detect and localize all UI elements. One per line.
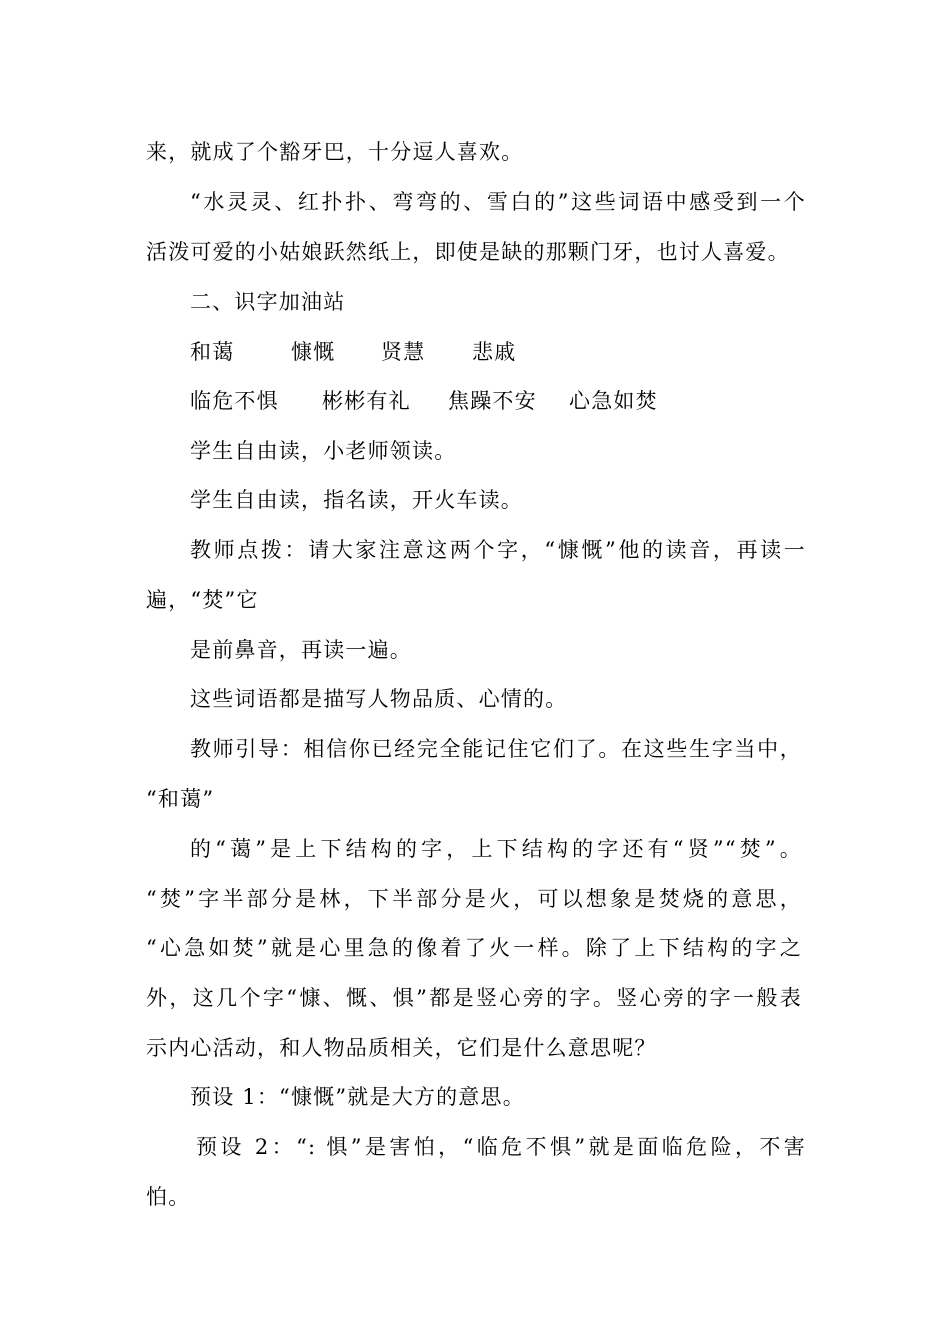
vocab-word: 慷慨: [291, 340, 336, 364]
vocab-word: 彬彬有礼: [322, 389, 411, 413]
vocabulary-row-1: [190, 337, 860, 367]
paragraph-line: 来，就成了个豁牙巴，十分逗人喜欢。: [146, 140, 524, 164]
paragraph-line: 教师引导：相信你已经完全能记住它们了。在这些生字当中，: [190, 737, 802, 761]
paragraph-line: “和蔼”: [146, 787, 215, 811]
paragraph-line: 预设 2：“: 惧”是害怕，“临危不惧”就是面临危险，不害: [196, 1135, 806, 1159]
paragraph-line: 学生自由读，小老师领读。: [190, 439, 457, 463]
paragraph-line: 学生自由读，指名读，开火车读。: [190, 488, 523, 512]
paragraph-line: 教师点拨：请大家注意这两个字，“慷慨”他的读音，再读一: [190, 538, 806, 562]
paragraph-line: 的“蔼”是上下结构的字，上下结构的字还有“贤”“焚”。: [190, 837, 802, 861]
paragraph-line: 活泼可爱的小姑娘跃然纸上，即使是缺的那颗门牙，也讨人喜爱。: [146, 240, 790, 264]
vocab-word: 贤慧: [381, 340, 426, 364]
vocab-word: 焦躁不安: [448, 389, 537, 413]
paragraph-line: 遍，“焚”它: [146, 588, 259, 612]
vocab-word: 和蔼: [190, 340, 235, 364]
paragraph-line: 示内心活动，和人物品质相关，它们是什么意思呢？: [146, 1036, 657, 1060]
paragraph-line: 预设 1：“慷慨”就是大方的意思。: [190, 1085, 525, 1109]
paragraph-line: “焚”字半部分是林，下半部分是火，可以想象是焚烧的意思，: [146, 887, 802, 911]
paragraph-line: “心急如焚”就是心里急的像着了火一样。除了上下结构的字之: [146, 936, 802, 960]
paragraph-line: 外，这几个字“慷、慨、惧”都是竖心旁的字。竖心旁的字一般表: [146, 986, 802, 1010]
section-heading: 二、识字加油站: [190, 290, 346, 314]
vocab-word: 悲戚: [472, 340, 517, 364]
vocab-word: 心急如焚: [569, 389, 658, 413]
vocab-word: 临危不惧: [190, 389, 279, 413]
paragraph-line: 这些词语都是描写人物品质、心情的。: [190, 687, 568, 711]
paragraph-line: 怕。: [146, 1185, 191, 1209]
paragraph-line: “水灵灵、红扑扑、弯弯的、雪白的”这些词语中感受到一个: [190, 190, 806, 214]
paragraph-line: 是前鼻音，再读一遍。: [190, 638, 412, 662]
vocabulary-row-2: [190, 386, 860, 416]
